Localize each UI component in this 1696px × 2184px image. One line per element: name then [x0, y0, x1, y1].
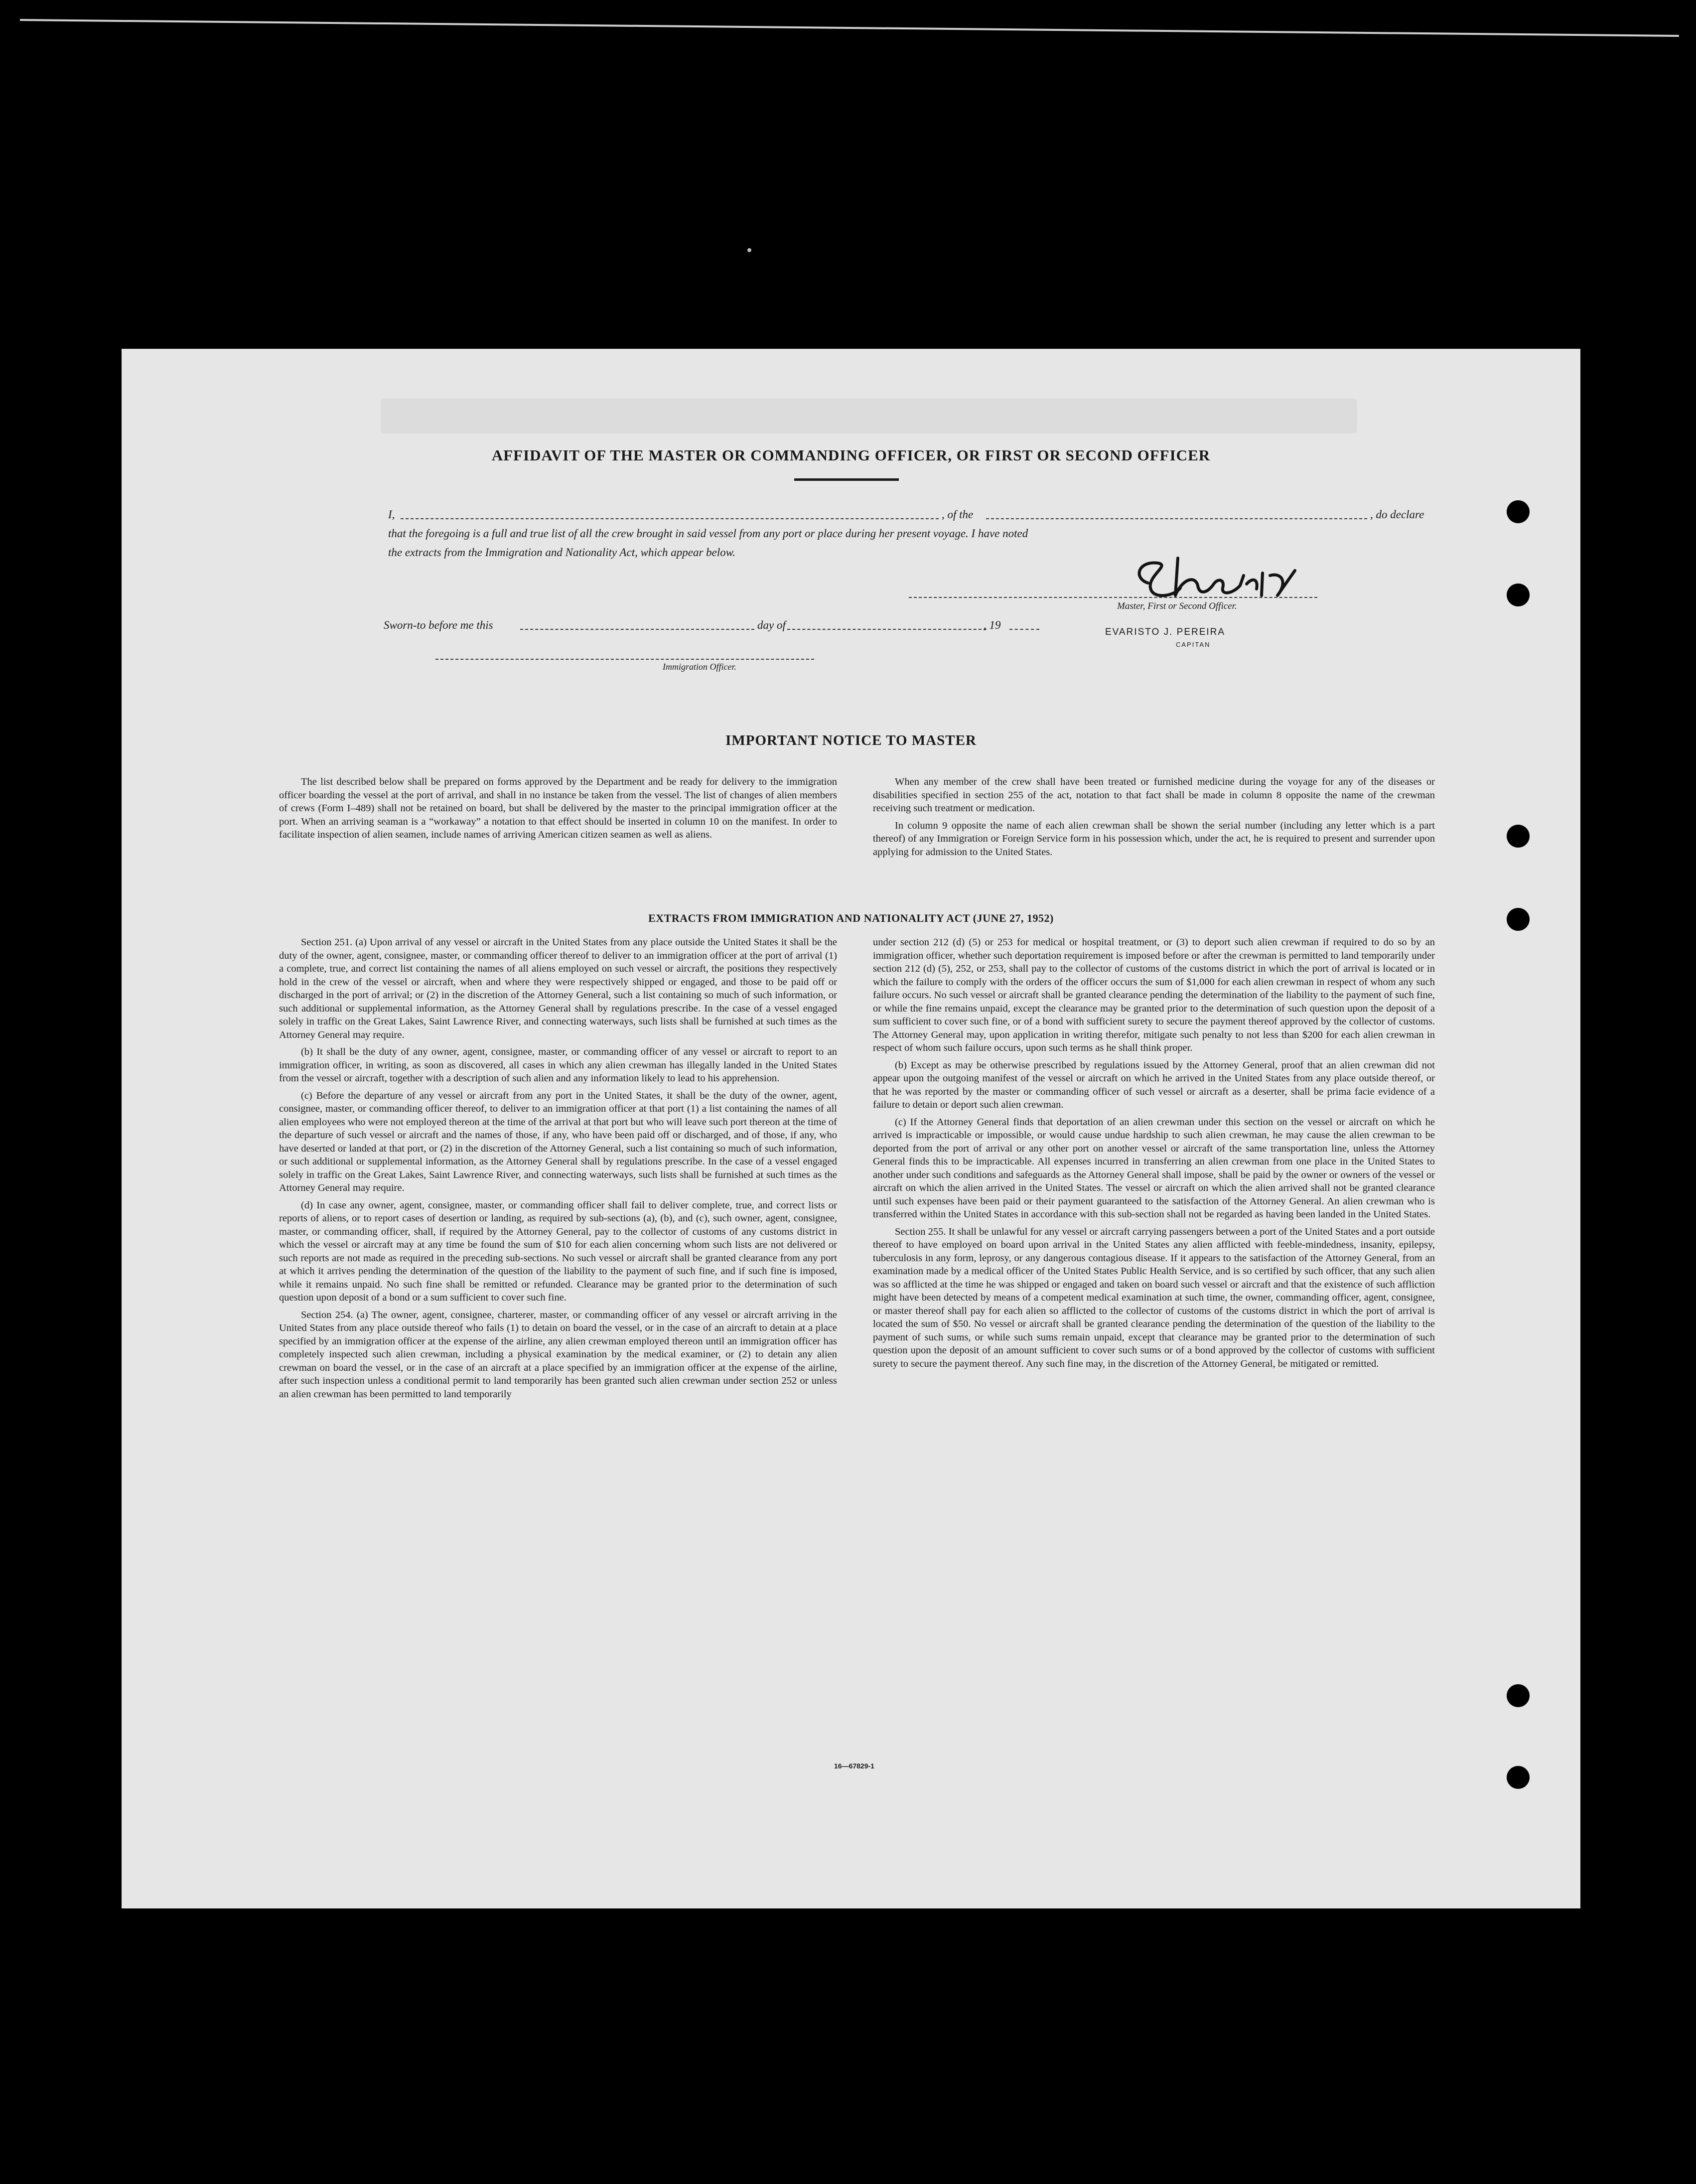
master-name-line [401, 518, 939, 519]
bleed-through-text [381, 399, 1357, 434]
signature-line [909, 597, 1317, 598]
captain-name-stamp: EVARISTO J. PEREIRA [1105, 627, 1226, 637]
declaration-do-declare-label: , do declare [1370, 508, 1424, 521]
sworn-year-line [1009, 629, 1039, 630]
scan-edge-line [20, 19, 1679, 37]
punch-hole [1507, 583, 1530, 606]
notice-left-paragraph: The list described below shall be prepared on forms approved by the Department and be ready for delivery to the immigration officer boarding the vessel at the port of arrival, and shall in no instance be taken from the vessel. The list of changes of alien members of crews (Form I–489) shall not be retained on board, but shall be delivered by the master to the principal immigration officer at the port. When an arriving seaman is a “workaway” a notation to that effect should be inserted in column 10 on the manifest. In order to facilitate inspection of alien seamen, include names of arriving American citizen seamen as well as aliens. [279, 776, 837, 840]
declaration-of-the-label: , of the [942, 508, 974, 521]
extract-section-251b: (b) It shall be the duty of any owner, agent, consignee, master, or commanding officer of any vessel or aircraft to report to an immigration officer, in writing, as soon as discovered, all cases in which any alien crewman has illegally landed in the United States from the vessel or aircraft, together with a description of such alien and any information likely to lead to his apprehension. [279, 1046, 837, 1084]
notice-right-column [873, 775, 1435, 863]
vessel-name-line [986, 518, 1367, 519]
sworn-label: Sworn-to before me this [384, 619, 493, 631]
title-rule [794, 478, 899, 481]
form-number: 16—67829-1 [834, 1762, 874, 1770]
extracts-right-column [873, 936, 1435, 1374]
punch-hole [1507, 825, 1530, 848]
immigration-officer-caption: Immigration Officer. [663, 662, 736, 672]
sworn-day-line [520, 629, 754, 630]
extract-section-254b: (b) Except as may be otherwise prescribed by regulations issued by the Attorney General, proof that an alien crewman did not appear upon the outgoing manifest of the vessel or aircraft on which he arrived in the United States from any place outside thereof, or that he was reported by the master or commanding officer of such vessel or aircraft as a deserter, shall be prima facie evidence of a failure to detain or deport such alien crewman. [873, 1059, 1435, 1110]
sworn-month-line [787, 629, 987, 630]
extracts-title: EXTRACTS FROM IMMIGRATION AND NATIONALITY ACT (JUNE 27, 1952) [648, 912, 1054, 924]
affidavit-title: AFFIDAVIT OF THE MASTER OR COMMANDING OFFICER, OR FIRST OR SECOND OFFICER [491, 446, 1211, 464]
sworn-year-label: , 19 [984, 619, 1001, 631]
punch-hole [1507, 908, 1530, 931]
document-page [122, 349, 1580, 1908]
declaration-line-three: the extracts from the Immigration and Nationality Act, which appear below. [388, 546, 736, 559]
extract-section-251d: (d) In case any owner, agent, consignee, master, or commanding officer shall fail to deliver complete, true, and correct lists or reports of aliens, or to report cases of desertion or landing, as required by sub-sections (a), (b), and (c), such owner, agent, consignee, master, or commanding officer, shall, if required by the Attorney General, pay to the collector of customs of any customs district in which the vessel or aircraft may at any time be found the sum of $10 for each alien concerning whom such lists are not delivered or such reports are not made as required in the preceding sub-sections. No such vessel or aircraft shall be granted clearance from any port at which it arrives pending the determination of the question of the liability to the payment of such fine, and if such fine is imposed, while it remains unpaid. No such fine shall be remitted or refunded. Clearance may be granted prior to the determination of such question upon deposit of a bond or a sum sufficient to cover such fine. [279, 1199, 837, 1303]
extract-section-251c: (c) Before the departure of any vessel or aircraft from any port in the United States, it shall be the duty of the owner, agent, consignee, master, or commanding officer thereof, to deliver to an immigration officer at that port (1) a list containing the names of all alien employees who were not employed thereon at the time of the arrival at that port but who will leave such port thereon at the time of the departure of such vessel or aircraft and the names of those, if any, who have been paid off or discharged, and of those, if any, who have deserted or landed at that port, or (2) in the discretion of the Attorney General, such a list containing so much of such information, or such additional or supplemental information, as the Attorney General shall by regulations prescribe. In the case of a vessel engaged solely in traffic on the Great Lakes, Saint Lawrence River, and connecting waterways, such lists shall be furnished at such times as the Attorney General may require. [279, 1090, 837, 1193]
extracts-left-column [279, 936, 837, 1405]
punch-hole [1507, 1684, 1530, 1707]
signature-caption: Master, First or Second Officer. [1117, 601, 1237, 611]
declaration-i-label: I, [388, 508, 395, 521]
extract-section-254c: (c) If the Attorney General finds that deportation of an alien crewman under this section on the vessel or aircraft on which he arrived is impracticable or impossible, or would cause undue hardship to such alien crewman, he may cause the alien crewman to be deported from the port of arrival or any other port on another vessel or aircraft of the same transportation line, unless the Attorney General finds this to be impracticable. All expenses incurred in transferring an alien crewman from one place in the United States to another under such conditions and safeguards as the Attorney General shall impose, shall be paid by the owner or owners of the vessel or aircraft on which the alien arrived in the United States. The vessel or aircraft on which the alien arrived shall not be granted clearance until such expenses have been paid or their payment guaranteed to the satisfaction of the Attorney General. An alien crewman who is transferred within the United States in accordance with this sub-section shall not be regarded as having been landed in the United States. [873, 1116, 1435, 1220]
extract-section-254a: Section 254. (a) The owner, agent, consignee, charterer, master, or commanding officer of any vessel or aircraft arriving in the United States from any place outside thereof who fails (1) to detain on board the vessel, or in the case of an aircraft to detain at a place specified by an immigration officer at the expense of the airline, any alien crewman employed thereon until an immigration officer has completely inspected such alien crewman, including a physical examination by the medical examiner, or (2) to detain any alien crewman on board the vessel, or in the case of an aircraft at a place specified by an immigration officer at the expense of the airline, after such inspection unless a conditional permit to land temporarily has been granted such alien crewman under section 252 or unless an alien crewman has been permitted to land temporarily [279, 1309, 837, 1400]
extract-section-255: Section 255. It shall be unlawful for any vessel or aircraft carrying passengers between a port of the United States and a port outside thereof to have employed on board upon arrival in the United States any alien afflicted with feeble-mindedness, insanity, epilepsy, tuberculosis in any form, leprosy, or any dangerous contagious disease. If it appears to the satisfaction of the Attorney General, from an examination made by a medical officer of the United States Public Health Service, and is so certified by such officer, that any such alien was so afflicted at the time he was shipped or engaged and taken on board such vessel or aircraft and that the existence of such affliction might have been detected by means of a competent medical examination at such time, the owner, commanding officer, agent, consignee, or master thereof shall pay for each alien so afflicted to the collector of customs of the customs district in which the port of arrival is located the sum of $50. No vessel or aircraft shall be granted clearance pending the determination of the question of the liability to the payment of such sums, or while such sums remain unpaid, except that clearance may be granted prior to the determination of such question upon the deposit of an amount sufficient to cover such sums or of a bond approved by the collector of customs with sufficient surety to secure the payment thereof. Any such fine may, in the discretion of the Attorney General, be mitigated or remitted. [873, 1226, 1435, 1369]
immigration-officer-line [435, 659, 814, 660]
captain-title-stamp: CAPITAN [1176, 641, 1211, 648]
punch-hole [1507, 1766, 1530, 1789]
notice-left-column [279, 775, 837, 846]
declaration-line-two: that the foregoing is a full and true list of all the crew brought in said vessel from any port or place during her present voyage. I have noted [388, 527, 1028, 540]
sworn-day-of-label: day of [757, 619, 786, 631]
punch-hole [1507, 500, 1530, 523]
notice-right-paragraph: In column 9 opposite the name of each alien crewman shall be shown the serial number (including any letter which is a part thereof) of any Immigration or Foreign Service form in his possession which, under the act, he is required to present and surrender upon applying for admission to the United States. [873, 820, 1435, 858]
scan-speck [747, 248, 751, 252]
extract-section-251a: Section 251. (a) Upon arrival of any vessel or aircraft in the United States from any place outside the United States it shall be the duty of the owner, agent, consignee, master, or commanding officer thereof to deliver to an immigration officer at the port of arrival (1) a complete, true, and correct list containing the names of all aliens employed on such vessel or aircraft, the positions they respectively hold in the crew of the vessel or aircraft, when and where they were respectively shipped or engaged, and those to be paid off or discharged in the port of arrival; or (2) in the discretion of the Attorney General, such a list containing so much of such information, or such additional or supplemental information, as the Attorney General shall by regulations prescribe. In the case of a vessel engaged solely in traffic on the Great Lakes, Saint Lawrence River, and connecting waterways, such lists shall be furnished at such times as the Attorney General may require. [279, 937, 837, 1040]
notice-title: IMPORTANT NOTICE TO MASTER [725, 732, 977, 748]
extract-section-254a-continued: under section 212 (d) (5) or 253 for medical or hospital treatment, or (3) to deport such alien crewman if required to do so by an immigration officer, whether such deportation requirement is imposed before or after the crewman is permitted to land temporarily under section 212 (d) (5), 252, or 253, shall pay to the collector of customs of the customs district in which the port of arrival is located or in which the failure to comply with the orders of the officer occurs the sum of $1,000 for each alien crewman in respect of whom any such failure occurs. No such vessel or aircraft shall be granted clearance pending the determination of the liability to the payment of such fine, or while the fine remains unpaid, except the clearance may be granted prior to the determination of such question upon the deposit of a sum sufficient to cover such fine, or of a bond with sufficient surety to secure the payment thereof approved by the collector of customs. The Attorney General may, upon application in writing therefor, mitigate such penalty to not less than $200 for each alien crewman in respect of whom such failure occurs, upon such terms as he shall think proper. [873, 937, 1435, 1053]
notice-right-paragraph: When any member of the crew shall have been treated or furnished medicine during the voyage for any of the diseases or disabilities specified in section 255 of the act, notation to that fact shall be made in column 8 opposite the name of the crewman receiving such treatment or medication. [873, 776, 1435, 814]
